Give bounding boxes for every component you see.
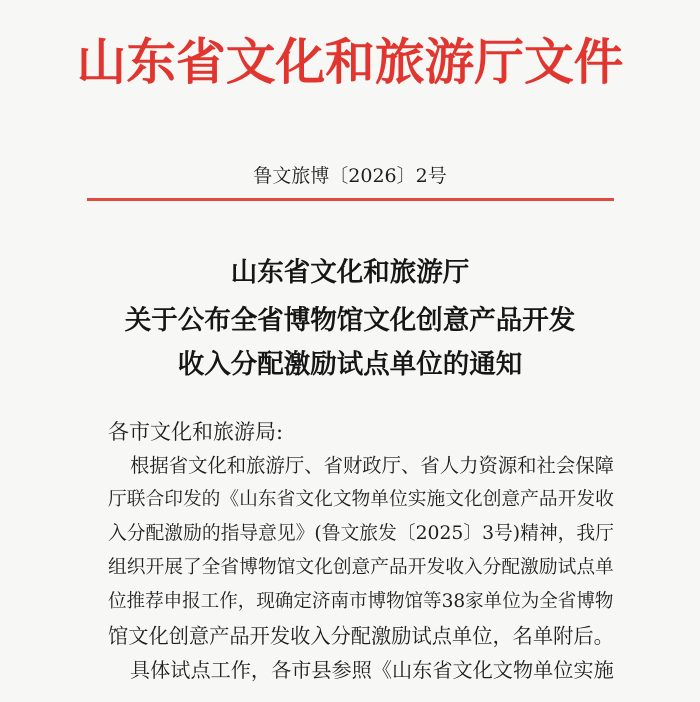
document-number: 鲁文旅博〔2026〕2号 [253,165,447,187]
body-line-1: 根据省文化和旅游厅、省财政厅、省人力资源和社会保障 [130,454,614,477]
notice-title-line-1: 山东省文化和旅游厅 [230,257,470,288]
body-line-7: 具体试点工作，各市县参照《山东省文化文物单位实施 [130,658,614,682]
body-line-5: 位推荐申报工作，现确定济南市博物馆等38家单位为全省博物 [108,591,614,612]
body-line-3: 入分配激励的指导意见》(鲁文旅发〔2025〕3号)精神，我厅 [108,523,614,544]
document-header-title: 山东省文化和旅游厅文件 [76,32,624,91]
red-divider-line [87,198,614,201]
salutation: 各市文化和旅游局: [108,420,284,444]
notice-title-line-2: 关于公布全省博物馆文化创意产品开发 [124,305,576,336]
body-line-6: 馆文化创意产品开发收入分配激励试点单位，名单附后。 [108,624,614,648]
body-line-4: 组织开展了全省博物馆文化创意产品开发收入分配激励试点单 [108,557,614,578]
notice-title-line-3: 收入分配激励试点单位的通知 [177,349,523,380]
body-line-2: 厅联合印发的《山东省文化文物单位实施文化创意产品开发收 [108,489,614,510]
